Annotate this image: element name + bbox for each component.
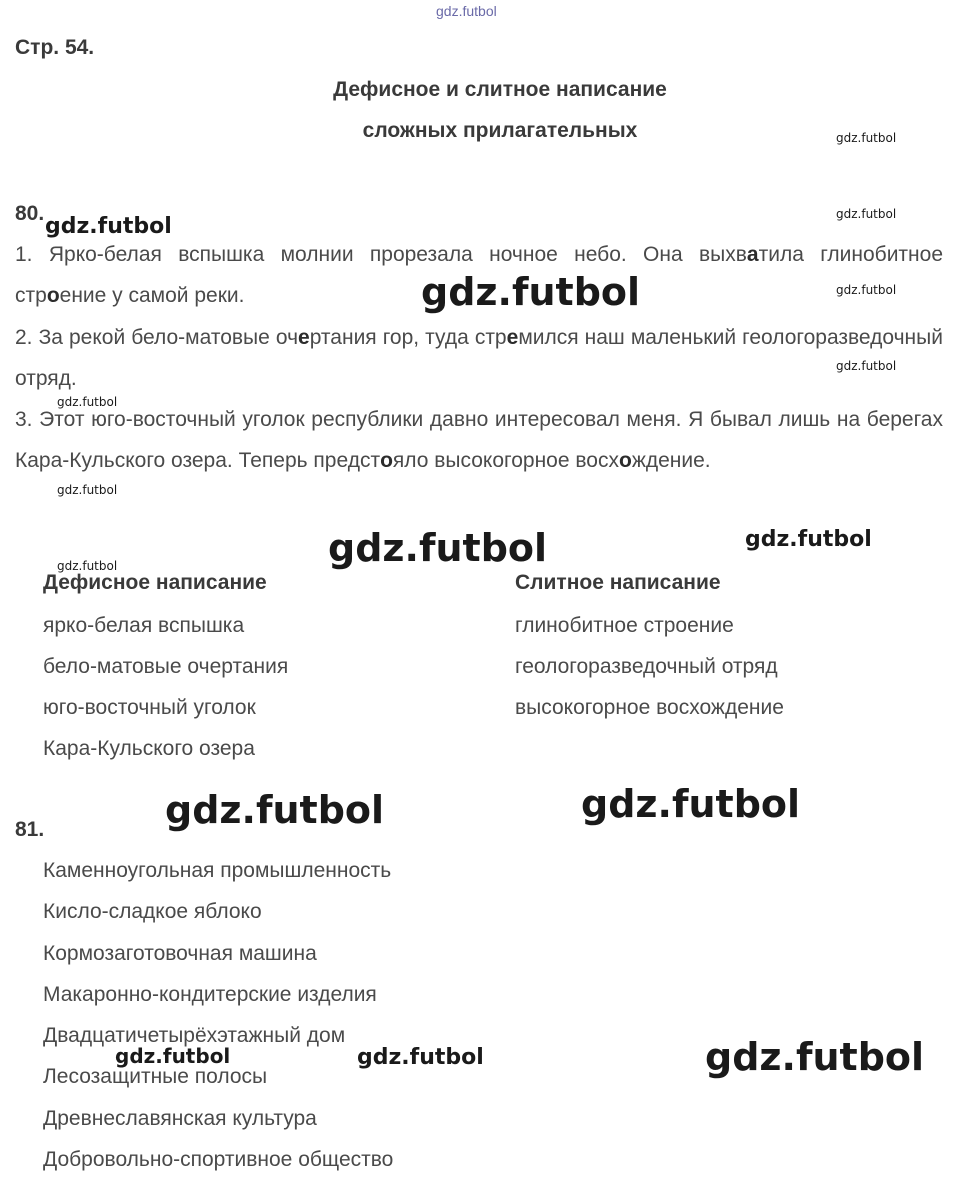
exercise-80-sentence-2: 2. За рекой бело-матовые очертания гор, туда стремился наш маленький геологоразведочный отряд. — [15, 326, 943, 390]
watermark: gdz.futbol — [705, 1035, 925, 1079]
solid-column-header: Слитное написание — [515, 571, 721, 594]
page-title-line-2: сложных прилагательных — [362, 119, 638, 142]
watermark: gdz.futbol — [357, 1045, 484, 1070]
solid-item: глинобитное строение — [515, 614, 734, 637]
list-item: Кисло-сладкое яблоко — [43, 900, 262, 924]
solid-item: геологоразведочный отряд — [515, 655, 778, 678]
hyphen-item: бело-матовые очертания — [43, 655, 289, 678]
exercise-80-number: 80. — [15, 202, 45, 225]
hyphen-item: юго-восточный уголок — [43, 696, 256, 719]
list-item: Двадцатичетырёхэтажный дом — [43, 1024, 346, 1048]
watermark: gdz.futbol — [57, 395, 118, 409]
watermark: gdz.futbol — [745, 527, 872, 552]
watermark: gdz.futbol — [421, 270, 641, 314]
page-title-line-1: Дефисное и слитное написание — [333, 78, 667, 101]
exercise-81-list — [43, 850, 393, 1180]
watermark: gdz.futbol — [581, 782, 801, 826]
exercise-80-sentence-3: 3. Этот юго-восточный уголок республики давно интересовал меня. Я бывал лишь на берегах Кара-Кульского озера. Теперь предстояло высокогорное восхождение. — [15, 408, 943, 472]
page-label: Стр. 54. — [15, 36, 95, 59]
hyphen-column-header: Дефисное написание — [43, 571, 267, 594]
hyphen-item: ярко-белая вспышка — [43, 614, 245, 637]
list-item: Кормозаготовочная машина — [43, 941, 317, 965]
hyphen-item: Кара-Кульского озера — [43, 737, 255, 760]
watermark: gdz.futbol — [836, 131, 897, 145]
watermark: gdz.futbol — [836, 207, 897, 221]
watermark: gdz.futbol — [165, 788, 385, 832]
watermark: gdz.futbol — [328, 526, 548, 570]
watermark: gdz.futbol — [836, 283, 897, 297]
list-item: Каменноугольная промышленность — [43, 859, 392, 882]
list-item: Макаронно-кондитерские изделия — [43, 982, 377, 1006]
watermark: gdz.futbol — [45, 214, 172, 239]
list-item: Добровольно-спортивное общество — [43, 1148, 394, 1172]
solid-item: высокогорное восхождение — [515, 696, 784, 719]
watermark-top: gdz.futbol — [436, 3, 497, 19]
exercise-81-number: 81. — [15, 818, 45, 841]
list-item: Лесозащитные полосы — [43, 1065, 268, 1089]
watermark: gdz.futbol — [57, 483, 118, 497]
watermark: gdz.futbol — [836, 359, 897, 373]
watermark: gdz.futbol — [57, 559, 118, 573]
watermark: gdz.futbol — [115, 1044, 231, 1068]
list-item: Древнеславянская культура — [43, 1106, 317, 1130]
exercise-80-sentence-1: 1. Ярко-белая вспышка молнии прорезала ночное небо. Она выхватила глинобитное строение у самой реки. — [15, 243, 943, 307]
